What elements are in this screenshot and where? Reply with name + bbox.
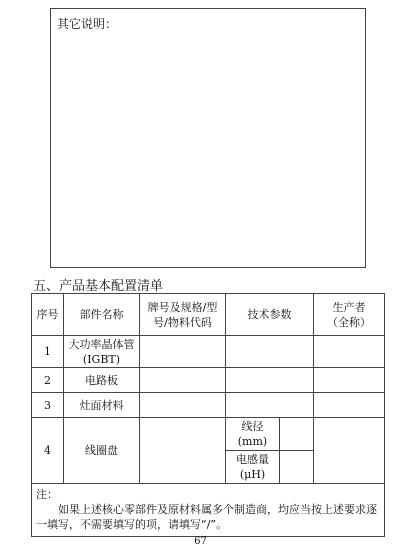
row-4-part-name: 线圈盘 — [64, 418, 140, 484]
page-number: 67 — [194, 536, 207, 547]
header-tech-params: 技术参数 — [226, 294, 314, 336]
row-3-part-name: 灶面材料 — [64, 393, 140, 418]
row-4-param-inductance-value — [280, 451, 314, 484]
note-title: 注： — [36, 488, 58, 501]
row-4-manufacturer-cell — [314, 418, 385, 484]
param-wire-diameter-label: 线径 — [241, 420, 264, 433]
table-note — [32, 484, 385, 537]
header-manufacturer-line1: 生产者 — [332, 300, 366, 314]
row-4-param-inductance — [226, 451, 280, 484]
param-inductance-unit: (μH) — [239, 468, 266, 481]
header-part-name: 部件名称 — [64, 294, 140, 336]
row-4-param-wire-diameter-value — [280, 418, 314, 451]
header-brand-model — [140, 294, 226, 336]
header-brand-model-line1: 牌号及规格/型 — [147, 300, 218, 314]
row-2-brand-model-cell — [140, 368, 226, 393]
param-wire-diameter-unit: (mm) — [237, 435, 268, 448]
row-3-manufacturer-cell — [314, 393, 385, 418]
row-3-brand-model-cell — [140, 393, 226, 418]
table-note-row — [32, 484, 385, 537]
row-3-tech-params-cell — [226, 393, 314, 418]
other-notes-box — [50, 8, 366, 268]
other-notes-label: 其它说明： — [57, 17, 118, 31]
row-1-part-name — [64, 336, 140, 368]
row-3-seq: 3 — [32, 393, 64, 418]
table-row — [32, 336, 385, 368]
header-manufacturer — [314, 294, 385, 336]
row-2-seq: 2 — [32, 368, 64, 393]
row-1-seq: 1 — [32, 336, 64, 368]
header-seq: 序号 — [32, 294, 64, 336]
table-header-row — [32, 294, 385, 336]
row-4-param-wire-diameter — [226, 418, 280, 451]
row-2-manufacturer-cell — [314, 368, 385, 393]
row-2-part-name: 电路板 — [64, 368, 140, 393]
header-brand-model-line2: 号/物料代码 — [153, 315, 212, 329]
row-4-brand-model-cell — [140, 418, 226, 484]
table-row — [32, 418, 385, 451]
param-inductance-label: 电感量 — [236, 453, 269, 466]
row-2-tech-params-cell — [226, 368, 314, 393]
row-1-brand-model-cell — [140, 336, 226, 368]
row-1-manufacturer-cell — [314, 336, 385, 368]
row-1-tech-params-cell — [226, 336, 314, 368]
row-1-name-line2: (IGBT) — [82, 352, 121, 366]
config-table — [31, 293, 385, 537]
section-title: 五、产品基本配置清单 — [33, 279, 164, 294]
note-body: 如果上述核心零部件及原材料属多个制造商，均应当按上述要求逐一填写，不需要填写的项，请填写“/”。 — [36, 503, 377, 531]
header-manufacturer-line2: （全称） — [327, 315, 371, 329]
row-1-name-line1: 大功率晶体管 — [68, 337, 135, 351]
table-row — [32, 368, 385, 393]
table-row — [32, 393, 385, 418]
row-4-seq: 4 — [32, 418, 64, 484]
